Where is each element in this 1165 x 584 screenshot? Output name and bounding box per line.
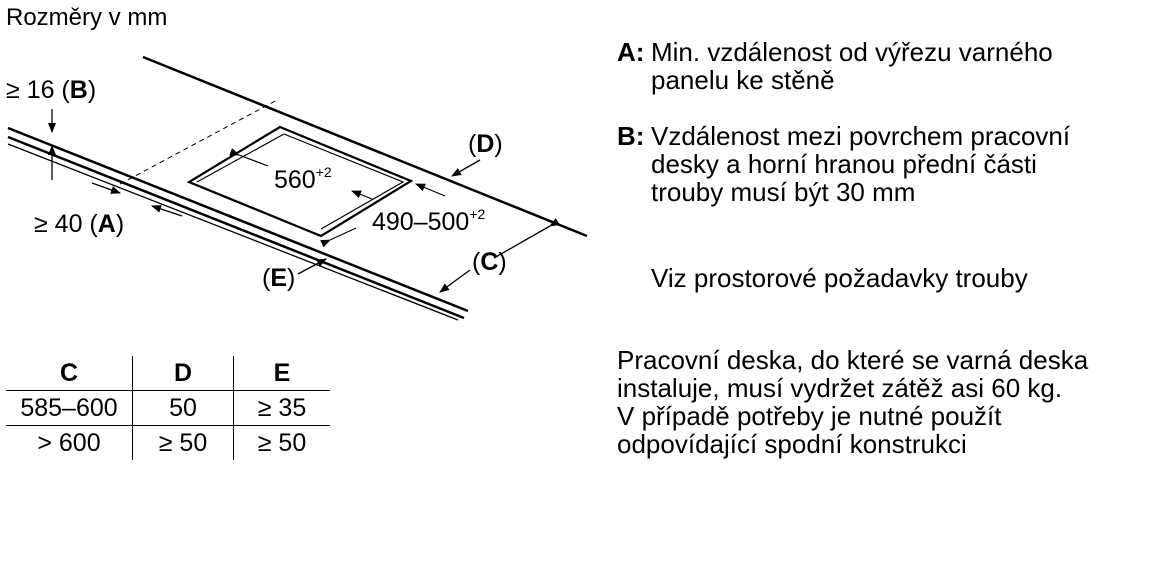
table-cell: 585–600 — [6, 391, 133, 426]
dimensions-table — [6, 356, 330, 460]
table-cell: ≥ 50 — [133, 426, 234, 461]
note-b-key: B: — [617, 121, 645, 151]
paragraph-line: instaluje, musí vydržet zátěž asi 60 kg. — [617, 373, 1063, 403]
label-d: (D) — [468, 130, 503, 158]
table-cell: ≥ 50 — [257, 428, 307, 457]
table-cell: 50 — [133, 391, 234, 426]
label-a-min: ≥ 40 (A) — [34, 210, 125, 238]
note-b-line: Vzdálenost mezi povrchem pracovní — [651, 121, 1071, 151]
table-cell: > 600 — [6, 426, 133, 461]
note-a-line: panelu ke stěně — [651, 65, 835, 95]
table-cell: ≥ 35 — [234, 391, 331, 426]
note-b-line: desky a horní hranou přední části — [651, 149, 1037, 179]
table-row — [6, 391, 330, 426]
table-header: C — [6, 356, 133, 391]
paragraph-line: odpovídající spodní konstrukci — [617, 429, 967, 459]
note-a-key: A: — [617, 37, 645, 67]
table-header-row — [6, 356, 330, 391]
label-c: (C) — [472, 248, 507, 276]
note-b-line: trouby musí být 30 mm — [651, 177, 916, 207]
note-b — [617, 122, 1157, 212]
note-a-line: Min. vzdálenost od výřezu varného — [651, 37, 1053, 67]
label-e: (E) — [262, 264, 296, 292]
table-header: D — [133, 356, 234, 391]
table-header: E — [234, 356, 331, 391]
note-a — [617, 38, 1157, 98]
label-cutout-width: $560^{+2}$ — [274, 164, 332, 194]
worktop-load-paragraph — [617, 346, 1157, 458]
page-title: Rozměry v mm — [6, 4, 168, 31]
label-b-min: ≥ 16 (B) — [6, 76, 97, 104]
table-row — [6, 426, 330, 461]
oven-note: Viz prostorové požadavky trouby — [651, 263, 1028, 293]
label-cutout-depth: $490-500^{+2}$ — [372, 206, 486, 236]
paragraph-line: Pracovní deska, do které se varná deska — [617, 345, 1089, 375]
paragraph-line: V případě potřeby je nutné použít — [617, 401, 1002, 431]
